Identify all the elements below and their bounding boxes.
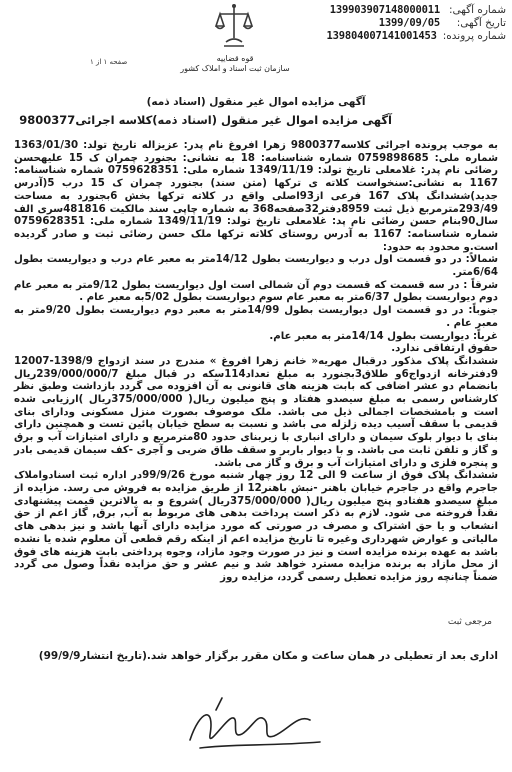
body-paragraph: به موجب پرونده اجرائی کلاسه9800377 زهرا افروغ نام پدر: عزیزاله تاریخ تولد: 1363/01/30 شماره ملی: 0759898685 شماره شناسنامه: 18 به نشانی: بجنورد چمران ک 15 علیهحسن رضائی نام پدر: غلامعلی تاریخ تولد: 1349/11/19 شماره ملی: 0759628351 شماره شناسنامه: 1167 به نشانی:سنخواست کلاته ی ترکها (متن سند) بجنورد چمران ک 15 درب 5(آدرس جدید)ششدانگ پلاک 167 فرعی از93اصلی واقع در کلاته ترکها بخش 6بجنورد به مساحت 293/49مترمربع ذیل ثبت 8959دفتر32صفحه368 به شماره چاپی سند مالکیت 481816سری الف سال90بنام حسن رضائی نام پد: غلامعلی تاریخ تولد: 1349/11/19 شماره ملی: 0759628351 شماره شناسنامه: 1167 به آدرس روستای کلاته ترکها ملک حسن رضائی ثبت و صادر گردیده است.و محدود به حدود: <box>14 140 499 253</box>
ad-date-row <box>276 17 506 30</box>
body-paragraph: شرقاً : در سه قسمت که قسمت دوم آن شمالی است اول دیواریست بطول 9/12متر به معبر عام دوم دیواریست بطول 6/37متر به معبر عام سوم دیواریست بطول 5/02به معبر عام . <box>14 279 498 304</box>
body-paragraph: حقوق ارتفاقی ندارد. <box>391 343 498 355</box>
signature-note: مرجعی ثبت <box>447 617 492 627</box>
ad-date: 1399/09/05 <box>378 17 440 29</box>
page-indicator: صفحه ۱ از ۱ <box>90 58 128 66</box>
body-paragraph: جنوباً: در دو قسمت اول دیواریست بطول 14/99متر به معبر دوم دیواریست بطول 9/20متر به معبر عام . <box>14 305 498 329</box>
ad-number-label: شماره آگهی: <box>448 4 506 16</box>
file-number-label: شماره پرونده: <box>442 30 506 42</box>
body-paragraph: ششدانگ پلاک مذکور درقبال مهریه« خانم زهرا افروغ » مندرج در سند ازدواج 1398/9-12007 9دفترخانه ازدواج6و طلاق3بجنورد به مبلغ تعداد114سکه در قبال مبلغ 239/000/000/7ریال بانضمام دو عشر اضافی که بابت هزینه های قانونی به آن افزوده می گردد بازداشت وطبق نظر کارشناس رسمی به مبلغ سیصدو هفتاد و پنج میلیون ریال( 375/000/000ریال )ارزیابی شده است و بامشخصات اجمالی ذیل می باشد. ملک موصوف بصورت منزل مسکونی ودارای بنای قدیمی با سقف آسیب دیده زلزله می باشد و نسبت به سطح خیابان پائین تست و همچنین دارای بنای با دیوار بلوک سیمان و دارای انباری با زیربنای حدود 80مترمربع و دارای امتیازات آب و برق و گاز و تلفن ثابت می باشد. و با دیوار باربر و سقف طاق ضربی و آجری -کف سیمان قدیمی بادر و پنجره فلزی و دارای امتیازات آب و برق و گاز می باشد. <box>14 355 498 469</box>
body-paragraph: ششدانگ پلاک فوق از ساعت 9 الی 12 روز چهار شنبه مورخ 99/9/26در اداره ثبت اسنادواملاک جاجرم واقع در جاجرم خیابان باهنر -نبش باهنر12 از طریق مزایده به فروش می رسد. مزایده از مبلغ سیصدو هفتادو پنج میلیون ریال( 375/000/000ریال )شروع و به بالاترین قیمت پیشنهادی نقداً فروخته می شود. لازم به ذکر است پرداخت بدهی های مربوط به آب, برق, گاز اعم از حق انشعاب و یا حق اشتراک و مصرف در صورتی که مورد مزایده دارای آنها باشد و نیز بدهی های مالیاتی و عوارض شهرداری وغیره تا تاریخ مزایده اعم از اینکه رقم قطعی آن معلوم شده یا نشده باشد به عهده برنده مزایده است و نیز در صورت وجود مازاد، وجوه پرداختی بابت هزینه های فوق از محل مازاد به برنده مزایده مسترد خواهد شد و نیم عشر و حق مزایده نقداً وصول می گردد ضمناً چنانچه روز مزایده تعطیل رسمی گردد، مزایده روز <box>14 470 498 583</box>
document-title: آگهی مزایده اموال غیر منقول (اسناد ذمه) <box>146 96 366 108</box>
body-paragraph: شمالاً: در دو قسمت اول درب و دیواریست بطول 14/12متر به معبر عام درب و دیواریست بطول 6/64متر. <box>14 254 498 279</box>
org-line-2: سازمان ثبت اسناد و املاک کشور <box>180 64 290 73</box>
ad-date-label: تاریخ آگهی: <box>456 17 506 29</box>
closing-text <box>14 650 498 663</box>
org-line-1: قوه قضاییه <box>216 54 254 63</box>
file-number-row <box>276 30 506 43</box>
file-number: 139804007141001453 <box>326 30 437 42</box>
judiciary-emblem-icon <box>214 2 254 52</box>
body-paragraph: غرباً: دیواریست بطول 14/14متر به معبر عام. <box>269 330 498 342</box>
handwritten-signature <box>170 690 340 760</box>
closing-line: اداری بعد از تعطیلی در همان ساعت و مکان مقرر برگزار خواهد شد.(تاریخ انتشار99/9/9) <box>38 650 498 662</box>
ad-number: 139903907148000011 <box>329 4 440 16</box>
ad-number-row <box>276 4 506 17</box>
organization-name <box>170 54 300 74</box>
document-body <box>14 140 498 585</box>
header-meta <box>276 4 506 43</box>
document-subtitle: آگهی مزایده اموال غیر منقول (اسناد ذمه)کلاسه اجرائی9800377 <box>19 113 392 127</box>
